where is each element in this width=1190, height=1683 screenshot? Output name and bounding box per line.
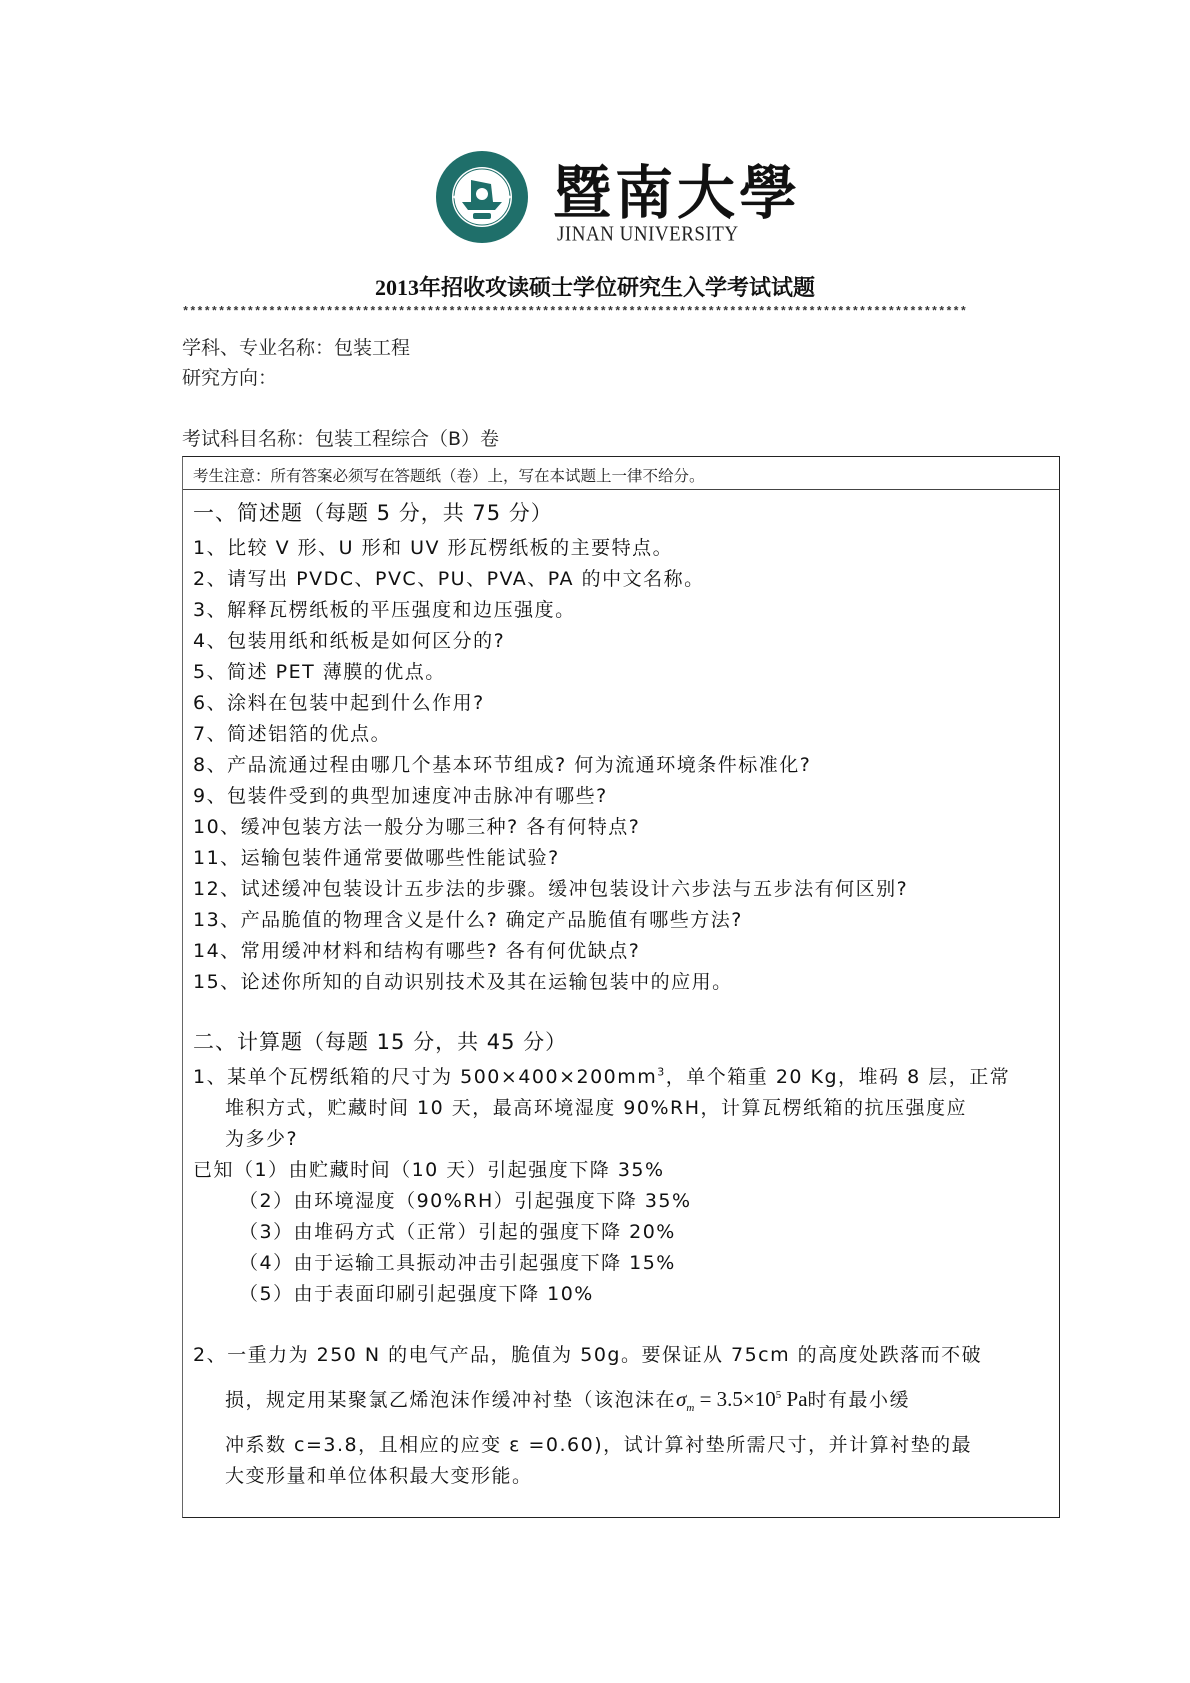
calc-question-1-line1: 1、某单个瓦楞纸箱的尺寸为 $500\times 400\times 200mm^3$，单个箱重 20 Kg，堆码 8 层，正常 — [193, 1065, 1011, 1088]
question-item: 4、包装用纸和纸板是如何区分的? — [193, 630, 506, 652]
calc-question-2-line1: 2、一重力为 250 N 的电气产品，脆值为 50g。要保证从 75cm 的高度处跌落而不破 — [193, 1344, 983, 1366]
separator-line: ************************************************************************************************************* — [182, 305, 967, 319]
known-condition: （2）由环境湿度（90%RH）引起强度下降 35% — [239, 1190, 692, 1212]
calc-question-2-line2: 损，规定用某聚氯乙烯泡沫作缓冲衬垫（该泡沫在$\sigma_m = 3.5\times 10^5$ Pa时有最小缓 — [225, 1387, 911, 1415]
university-seal-icon — [435, 150, 529, 244]
section1-heading: 一、简述题（每题 5 分，共 75 分） — [193, 501, 553, 525]
exam-subject-label: 考试科目名称：包装工程综合（B）卷 — [182, 428, 500, 450]
known-condition: （5）由于表面印刷引起强度下降 10% — [239, 1283, 594, 1305]
exam-title: 2013年招收攻读硕士学位研究生入学考试试题 — [374, 275, 815, 300]
logo-chinese-name: 暨南大學 — [553, 159, 802, 227]
question-item: 14、常用缓冲材料和结构有哪些? 各有何优缺点? — [193, 940, 641, 962]
known-condition: （4）由于运输工具振动冲击引起强度下降 15% — [239, 1252, 676, 1274]
research-direction-label: 研究方向： — [182, 367, 278, 389]
exam-question-box — [182, 456, 1060, 1518]
question-item: 7、简述铝箔的优点。 — [193, 723, 392, 745]
question-item: 13、产品脆值的物理含义是什么? 确定产品脆值有哪些方法? — [193, 909, 743, 931]
exam-notice: 考生注意：所有答案必须写在答题纸（卷）上，写在本试题上一律不给分。 — [183, 457, 1059, 490]
logo-english-name: JINAN UNIVERSITY — [557, 222, 739, 246]
calc-question-1-line2: 堆积方式，贮藏时间 10 天，最高环境湿度 90%RH，计算瓦楞纸箱的抗压强度应 — [225, 1097, 968, 1119]
calc-question-2-line4: 大变形量和单位体积最大变形能。 — [225, 1465, 533, 1487]
question-item: 6、涂料在包装中起到什么作用? — [193, 692, 485, 714]
question-item: 10、缓冲包装方法一般分为哪三种? 各有何特点? — [193, 816, 641, 838]
known-condition: 已知（1）由贮藏时间（10 天）引起强度下降 35% — [193, 1159, 665, 1181]
question-item: 3、解释瓦楞纸板的平压强度和边压强度。 — [193, 599, 576, 621]
question-item: 15、论述你所知的自动识别技术及其在运输包装中的应用。 — [193, 971, 733, 993]
question-item: 1、比较 V 形、U 形和 UV 形瓦楞纸板的主要特点。 — [193, 537, 674, 559]
question-item: 5、简述 PET 薄膜的优点。 — [193, 661, 446, 683]
section2-heading: 二、计算题（每题 15 分，共 45 分） — [193, 1030, 568, 1054]
question-item: 2、请写出 PVDC、PVC、PU、PVA、PA 的中文名称。 — [193, 568, 705, 590]
question-item: 9、包装件受到的典型加速度冲击脉冲有哪些? — [193, 785, 608, 807]
major-label: 学科、专业名称：包装工程 — [182, 337, 411, 359]
question-item: 11、运输包装件通常要做哪些性能试验? — [193, 847, 560, 869]
question-item: 12、试述缓冲包装设计五步法的步骤。缓冲包装设计六步法与五步法有何区别? — [193, 878, 909, 900]
calc-question-1-line3: 为多少? — [225, 1128, 299, 1150]
calc-question-2-line3: 冲系数 c=3.8，且相应的应变 ε =0.60)，试计算衬垫所需尺寸，并计算衬垫的最 — [225, 1434, 973, 1456]
question-item: 8、产品流通过程由哪几个基本环节组成? 何为流通环境条件标准化? — [193, 754, 812, 776]
university-logo — [435, 150, 802, 260]
known-condition: （3）由堆码方式（正常）引起的强度下降 20% — [239, 1221, 676, 1243]
